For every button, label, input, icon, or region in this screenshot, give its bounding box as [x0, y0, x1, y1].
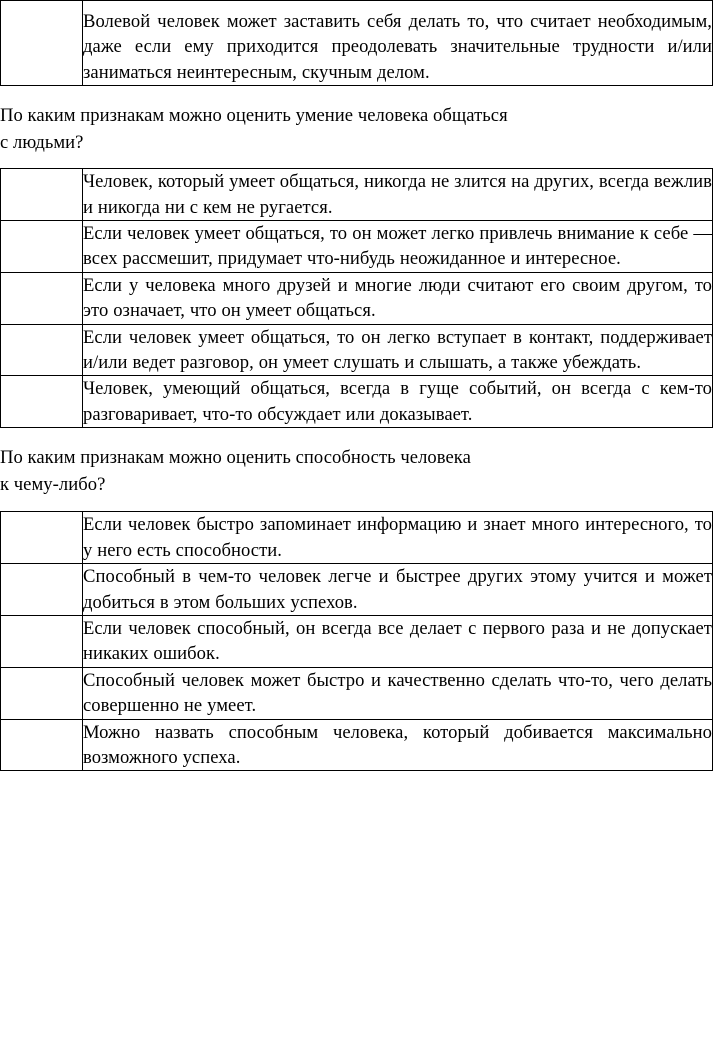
spacer	[0, 156, 714, 168]
marker-cell	[1, 615, 83, 667]
marker-cell	[1, 719, 83, 771]
marker-cell	[1, 272, 83, 324]
statement-text: Человек, умеющий общаться, всегда в гуще событий, он всегда с кем-то разговаривает, что-то обсуждает или доказывает.	[83, 378, 712, 425]
table-communication-statements	[0, 168, 713, 428]
statement-cell	[83, 169, 713, 221]
question-line: к чему-либо?	[0, 474, 106, 496]
marker-cell	[1, 169, 83, 221]
table-row	[1, 169, 713, 221]
marker-cell	[1, 221, 83, 273]
marker-cell	[1, 376, 83, 428]
statement-text: Способный человек может быстро и качественно сделать что-то, чего делать совершенно не умеет.	[83, 669, 712, 717]
marker-cell	[1, 324, 83, 376]
spacer	[0, 86, 714, 102]
question-line: с людьми?	[0, 132, 84, 154]
statement-text: Волевой человек может заставить себя делать то, что считает необходимым, даже если ему приходится преодолевать значительные трудности и/или заниматься неинтересным, скучным делом.	[83, 11, 712, 83]
statement-cell	[83, 512, 713, 564]
question-ability	[0, 444, 714, 498]
table-row	[1, 564, 713, 616]
table-row	[1, 272, 713, 324]
statement-text: Можно назвать способным человека, который добивается максимально возможного успеха.	[83, 721, 712, 768]
table-row	[1, 324, 713, 376]
table-row	[1, 719, 713, 771]
statement-text: Если человек способный, он всегда все делает с первого раза и не допускает никаких ошибок.	[83, 617, 712, 665]
statement-text: Если человек быстро запоминает информацию и знает много интересного, то у него есть способности.	[83, 514, 712, 561]
statement-cell	[83, 719, 713, 771]
statement-cell	[83, 272, 713, 324]
question-communication	[0, 102, 714, 156]
table-row	[1, 667, 713, 719]
table-row	[1, 1, 713, 86]
question-line: По каким признакам можно оценить умение человека общаться	[0, 105, 508, 127]
statement-cell	[83, 564, 713, 616]
statement-text: Если человек умеет общаться, то он может легко привлечь внимание к себе — всех рассмешит, придумает что-нибудь неожиданное и интересное.	[83, 223, 712, 270]
spacer	[0, 428, 714, 444]
table-row	[1, 512, 713, 564]
table-row	[1, 221, 713, 273]
marker-cell	[1, 512, 83, 564]
marker-cell	[1, 1, 83, 86]
statement-text: Если человек умеет общаться, то он легко вступает в контакт, поддерживает и/или ведет разговор, он умеет слушать и слышать, а также убеждать.	[83, 326, 712, 374]
marker-cell	[1, 667, 83, 719]
spacer	[0, 498, 714, 511]
table-voluntary-person	[0, 0, 713, 86]
statement-text: Способный в чем-то человек легче и быстрее других этому учится и может добиться в этом больших успехов.	[83, 566, 712, 613]
table-row	[1, 615, 713, 667]
question-line: По каким признакам можно оценить способность человека	[0, 447, 471, 469]
statement-cell	[83, 324, 713, 376]
statement-cell	[83, 667, 713, 719]
statement-cell	[83, 615, 713, 667]
statement-text: Человек, который умеет общаться, никогда не злится на других, всегда вежлив и никогда ни с кем не ругается.	[83, 171, 712, 218]
table-ability-statements	[0, 511, 713, 771]
statement-cell	[83, 376, 713, 428]
statement-cell	[83, 1, 713, 86]
statement-text: Если у человека много друзей и многие люди считают его своим другом, то это означает, что он умеет общаться.	[83, 274, 712, 322]
table-row	[1, 376, 713, 428]
statement-cell	[83, 221, 713, 273]
marker-cell	[1, 564, 83, 616]
